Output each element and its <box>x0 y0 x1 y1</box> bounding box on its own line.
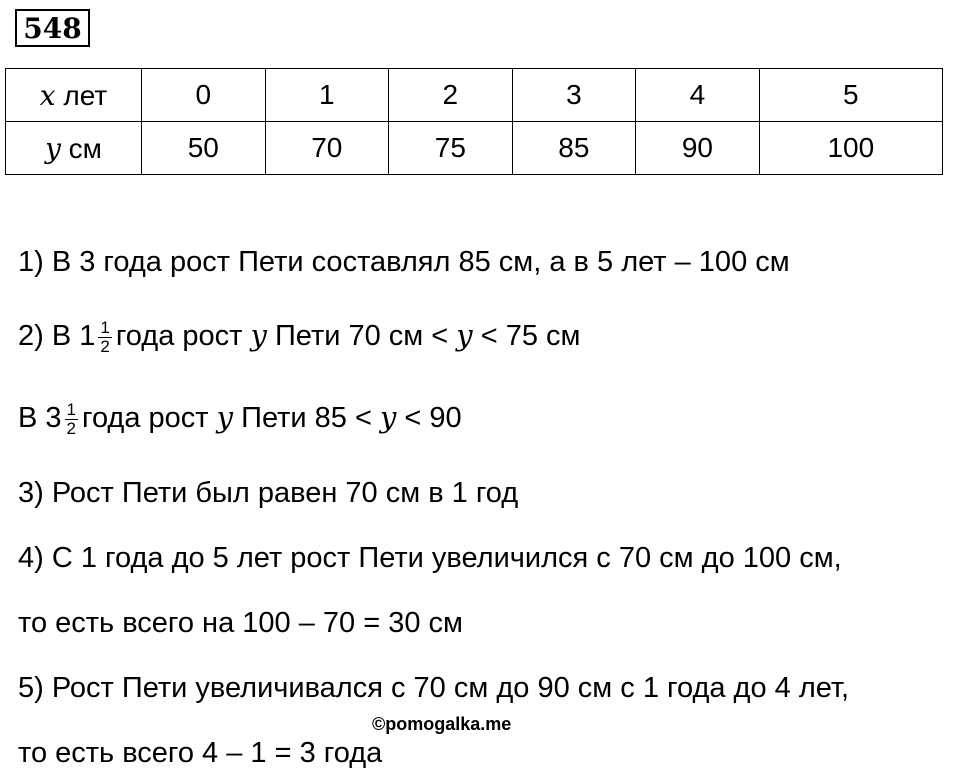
unit-years: лет <box>63 79 108 111</box>
answer-line-6: то есть всего на 100 – 70 = 30 см <box>18 607 463 639</box>
var-y: y <box>379 400 397 434</box>
row-header-x <box>6 69 142 122</box>
watermark: ©pomogalka.me <box>372 714 512 734</box>
problem-number: 548 <box>15 9 90 47</box>
fraction-numerator: 1 <box>100 317 110 337</box>
var-y: y <box>45 131 61 165</box>
answer-line-8: то есть всего 4 – 1 = 3 года <box>18 737 383 769</box>
table-cell: 50 <box>142 122 266 175</box>
row-header-y <box>6 122 142 175</box>
answer-line-7: 5) Рост Пети увеличивался с 70 см до 90 см с 1 года до 4 лет, <box>18 672 850 704</box>
table-cell: 85 <box>512 122 636 175</box>
table-cell: 1 <box>265 69 389 122</box>
table-cell: 70 <box>265 122 389 175</box>
fraction-numerator: 1 <box>66 399 76 419</box>
table-cell: 4 <box>636 69 760 122</box>
unit-cm: см <box>68 132 102 164</box>
table-cell: 90 <box>636 122 760 175</box>
fraction-half <box>65 401 78 438</box>
answer-line-5: 4) С 1 года до 5 лет рост Пети увеличился с 70 см до 100 см, <box>18 542 842 574</box>
table-cell: 2 <box>389 69 513 122</box>
table-row-y <box>6 122 943 175</box>
line-3-mid: года рост <box>82 402 209 434</box>
answer-line-1: 1) В 3 года рост Пети составлял 85 см, а в 5 лет – 100 см <box>18 246 790 278</box>
table-row-x <box>6 69 943 122</box>
var-y: y <box>456 318 473 352</box>
line-3-pre: В 3 <box>18 402 62 434</box>
line-3-mid2: Пети 85 < <box>241 402 372 434</box>
var-x: x <box>39 78 56 112</box>
answer-line-4: 3) Рост Пети был равен 70 см в 1 год <box>18 477 519 509</box>
var-y: y <box>216 400 234 434</box>
table-cell: 5 <box>759 69 942 122</box>
data-table <box>5 68 943 175</box>
table-cell: 75 <box>389 122 513 175</box>
line-3-post: < 90 <box>404 402 462 434</box>
fraction-denominator: 2 <box>66 418 76 438</box>
line-2-post: < 75 см <box>480 320 581 352</box>
table-cell: 3 <box>512 69 636 122</box>
var-y: y <box>250 318 267 352</box>
line-2-pre: 2) В 1 <box>18 320 96 352</box>
fraction-half <box>98 319 111 356</box>
table-cell: 100 <box>759 122 942 175</box>
line-2-mid: года рост <box>115 320 243 352</box>
line-2-mid2: Пети 70 см < <box>274 320 449 352</box>
answer-line-3 <box>18 399 462 438</box>
table-cell: 0 <box>142 69 266 122</box>
answer-line-2 <box>18 317 581 356</box>
fraction-denominator: 2 <box>100 336 110 356</box>
